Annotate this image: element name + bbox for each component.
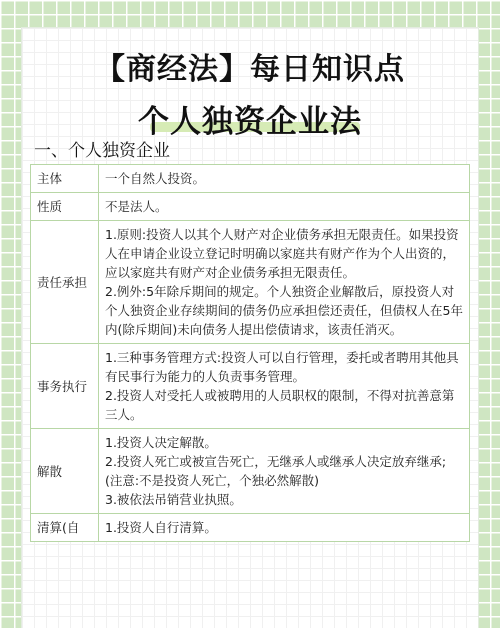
table-row [31, 429, 470, 514]
row-key: 清算(自 [31, 514, 99, 542]
title-line-1: 【商经法】每日知识点 [95, 52, 405, 87]
row-value [99, 221, 470, 344]
row-value-line: 1.三种事务管理方式:投资人可以自行管理，委托或者聘用其他具有民事行为能力的人负责事务管理。 [105, 350, 459, 384]
row-value-line: 3.被依法吊销营业执照。 [105, 492, 242, 507]
row-key: 性质 [31, 193, 99, 221]
row-value-line: 2.投资人对受托人或被聘用的人员职权的限制，不得对抗善意第三人。 [105, 388, 455, 422]
table-row [31, 193, 470, 221]
row-key: 解散 [31, 429, 99, 514]
table-row [31, 344, 470, 429]
row-value-line: 2.例外:5年除斥期间的规定。个人独资企业解散后，原投资人对个人独资企业存续期间的债务仍应承担偿还责任，但债权人在5年内(除斥期间)未向债务人提出偿债请求，该责任消灭。 [105, 284, 463, 337]
row-value-line: 1.投资人自行清算。 [105, 520, 217, 535]
title-line-2: 个人独资企业法 [138, 104, 362, 140]
row-value-line: 一个自然人投资。 [105, 171, 206, 186]
row-value [99, 514, 470, 542]
table-row [31, 514, 470, 542]
row-key: 责任承担 [31, 221, 99, 344]
row-value-line: 1.原则:投资人以其个人财产对企业债务承担无限责任。如果投资人在申请企业设立登记时明确以家庭共有财产作为个人出资的，应以家庭共有财产对企业债务承担无限责任。 [105, 227, 459, 280]
row-value-line: 1.投资人决定解散。 [105, 435, 217, 450]
table-row [31, 221, 470, 344]
row-value [99, 429, 470, 514]
row-value [99, 193, 470, 221]
row-value [99, 344, 470, 429]
knowledge-table [30, 164, 470, 542]
row-key: 主体 [31, 165, 99, 193]
row-value [99, 165, 470, 193]
row-key: 事务执行 [31, 344, 99, 429]
row-value-line: 2.投资人死亡或被宣告死亡，无继承人或继承人决定放弃继承;(注意:不是投资人死亡，个独必然解散) [105, 454, 447, 488]
section-heading: 一、个人独资企业 [34, 141, 170, 161]
table-row [31, 165, 470, 193]
row-value-line: 不是法人。 [105, 199, 168, 214]
